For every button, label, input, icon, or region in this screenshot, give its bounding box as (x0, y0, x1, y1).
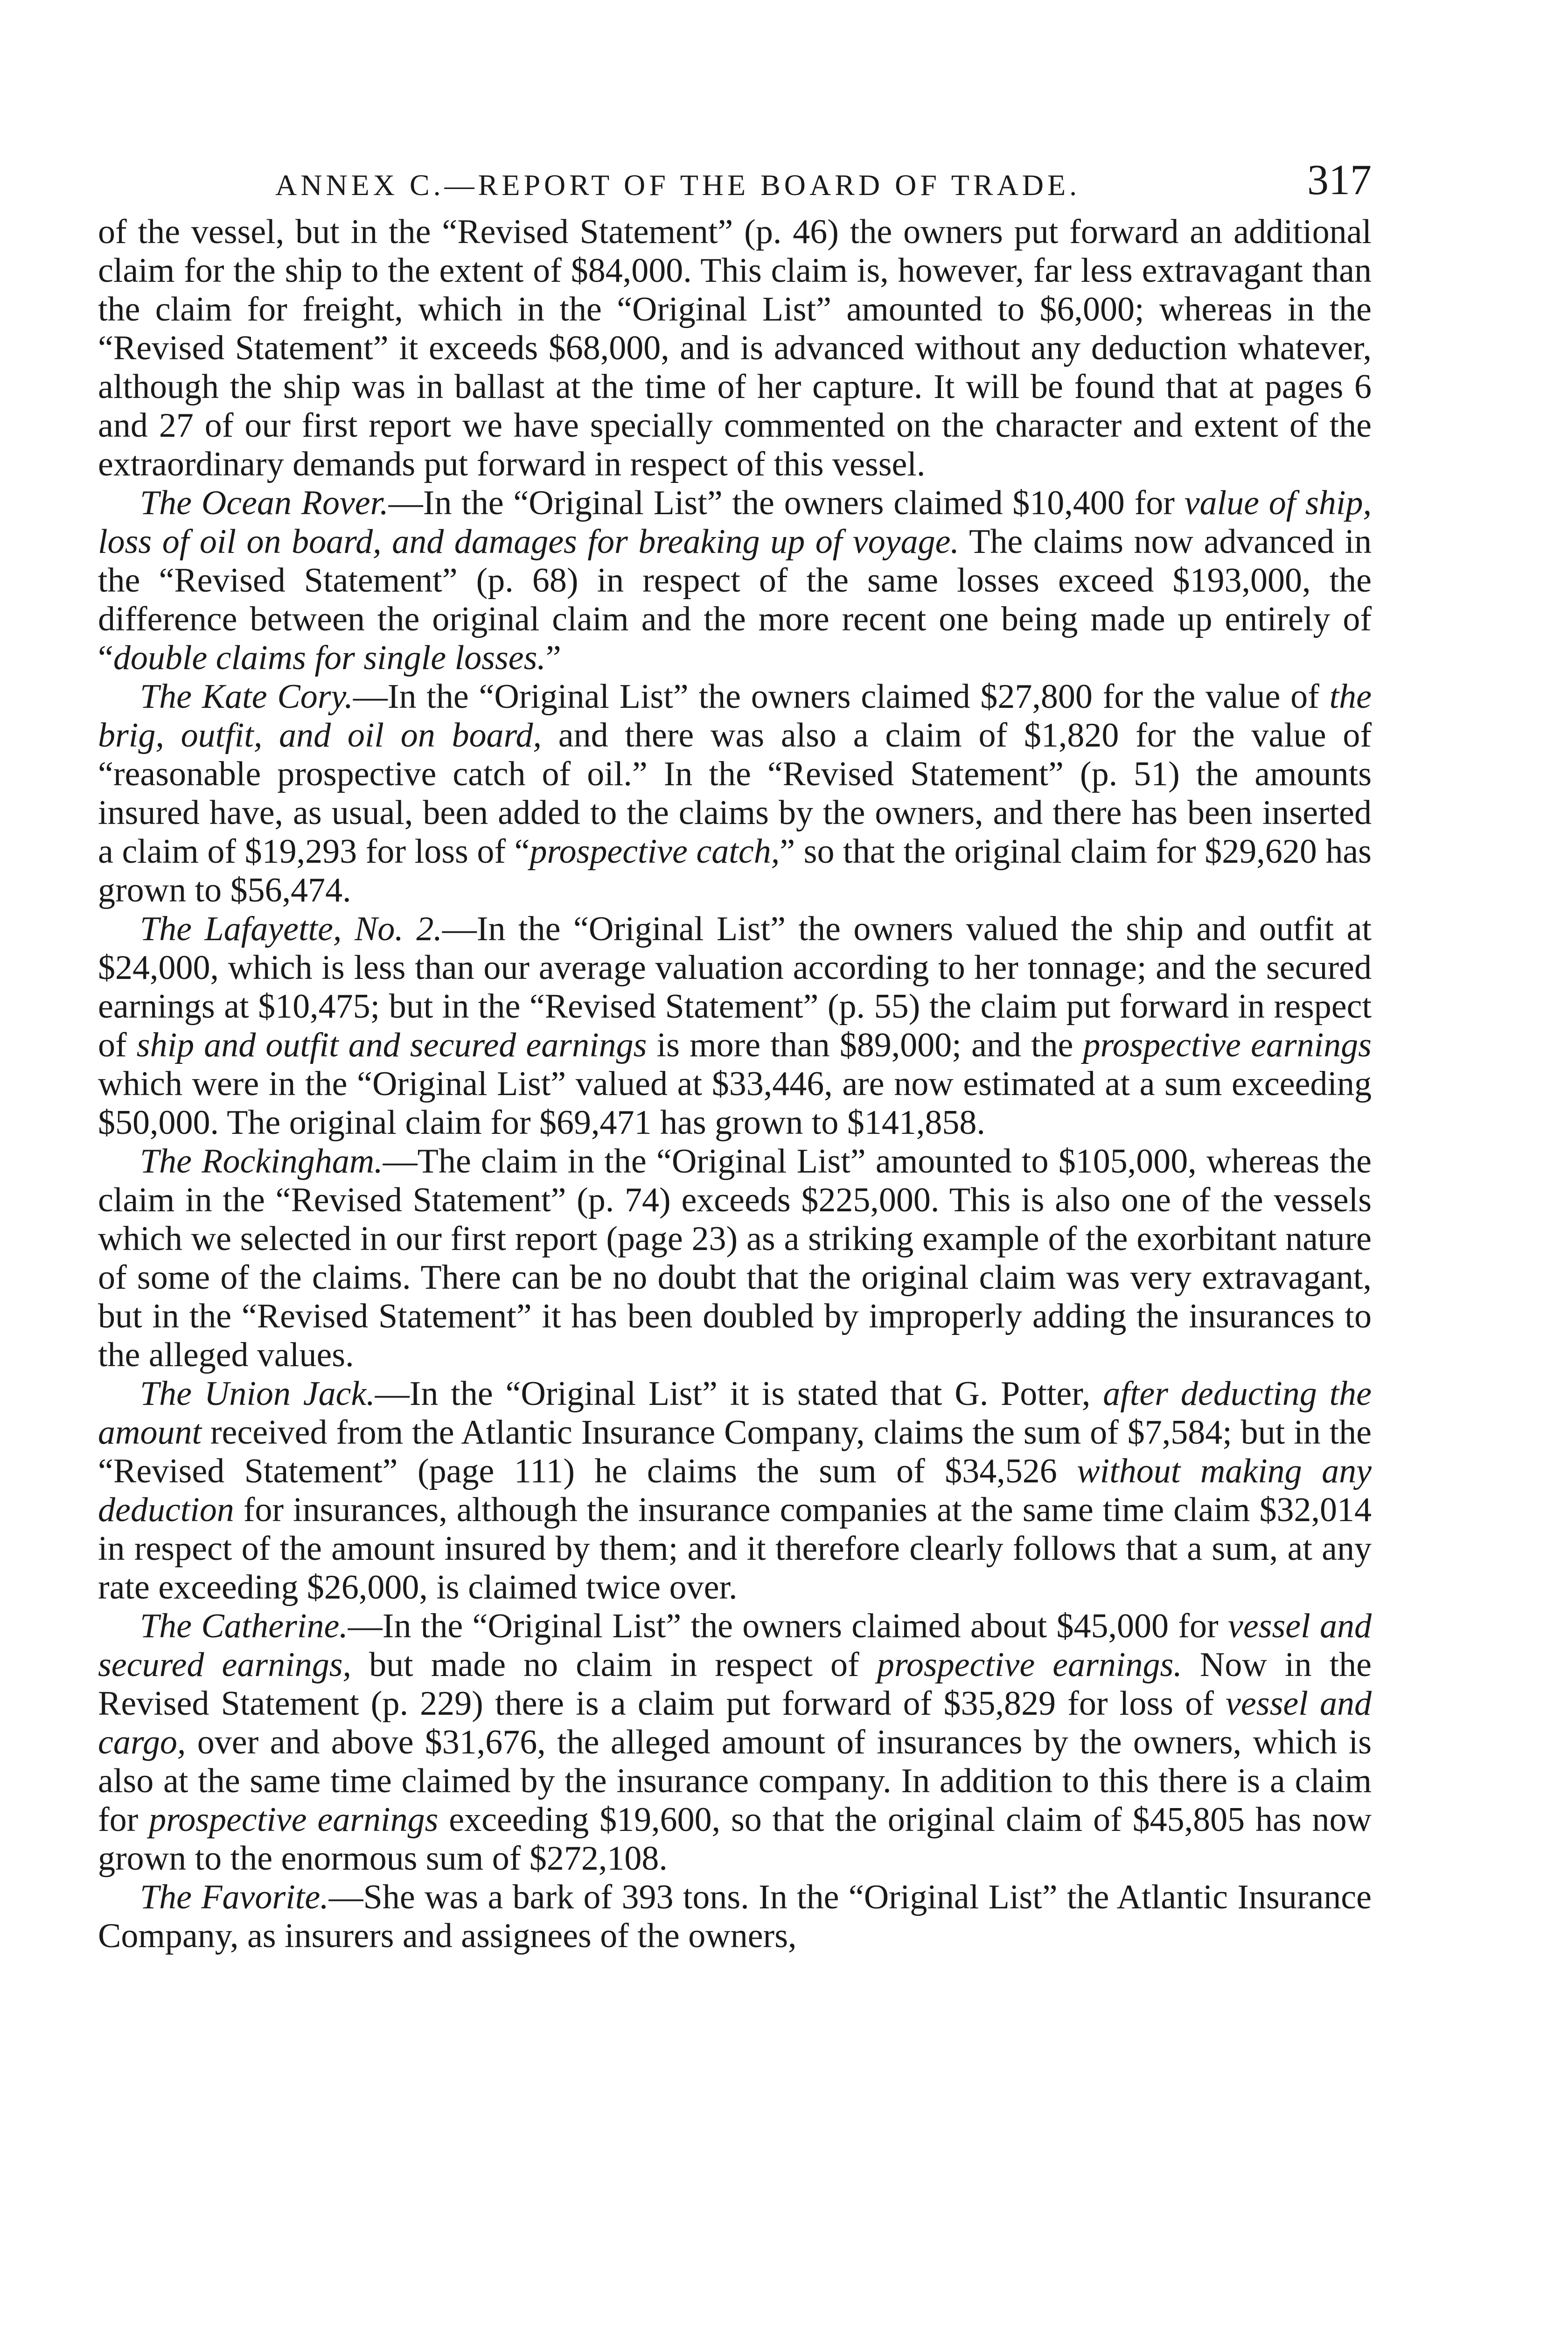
italic-run: The Union Jack. (140, 1375, 375, 1413)
paragraph-kate-cory (98, 678, 1372, 910)
text-run: ” (545, 639, 561, 677)
italic-run: The Kate Cory. (140, 678, 353, 716)
text-run: ” so that the original claim for $29,620 has grown to $56,474. (98, 832, 1372, 909)
paragraph-continuation (98, 213, 1372, 484)
running-title: ANNEX C.—REPORT OF THE BOARD OF TRADE. (275, 168, 1081, 202)
text-run: —The claim in the “Original List” amounted to $105,000, whereas the claim in the “Revised Statement” (p. 74) exceeds $225,000. This is also one of the vessels which we selected in our first report (page 23) as a striking example of the exorbitant nature of some of the claims. There can be no doubt that the original claim was very extravagant, but in the “Revised Statement” it has been doubled by improperly adding the insurances to the alleged values. (98, 1142, 1372, 1374)
text-run: —In the “Original List” the owners claimed $27,800 for the value of (353, 678, 1330, 716)
paragraph-union-jack (98, 1375, 1372, 1607)
text-run: is more than $89,000; and the (647, 1026, 1083, 1064)
text-run: and there was also a claim of $1,820 for the value of “reasonable prospective catch of oil.” In the “Revised Statement” (p. 51) the amounts insured have, as usual, been added to the claims by the owners, and there has been inserted a claim of $19,293 for loss of “ (98, 716, 1372, 871)
page-number: 317 (1307, 156, 1372, 203)
body-text (98, 213, 1372, 1956)
text-run: —In the “Original List” the owners claimed $10,400 for (388, 484, 1185, 522)
text-run: which were in the “Original List” valued at $33,446, are now estimated at a sum exceeding $50,000. The original claim for $69,471 has grown to $141,858. (98, 1065, 1372, 1142)
running-head (98, 135, 1372, 203)
text-run: Now in the Revised Statement (p. 229) there is a claim put forward of $35,829 for loss of (98, 1646, 1372, 1723)
italic-run: vessel and cargo, (98, 1684, 1372, 1761)
italic-run: vessel and secured earnings, (98, 1607, 1372, 1684)
italic-run: The Catherine. (140, 1607, 348, 1645)
text-run: of the vessel, but in the “Revised Statement” (p. 46) the owners put forward an additional claim for the ship to the extent of $84,000. This claim is, however, far less extravagant than the claim for freight, which in the “Original List” amounted to $6,000; whereas in the “Revised Statement” it exceeds $68,000, and is advanced without any deduction whatever, although the ship was in ballast at the time of her capture. It will be found that at pages 6 and 27 of our first report we have specially commented on the character and extent of the extraordinary demands put forward in respect of this vessel. (98, 213, 1372, 483)
text-run: for insurances, although the insurance companies at the same time claim $32,014 in respect of the amount insured by them; and it therefore clearly follows that a sum, at any rate exceeding $26,000, is claimed twice over. (98, 1491, 1372, 1607)
document-page (98, 135, 1372, 2333)
text-run: —In the “Original List” the owners valued the ship and outfit at $24,000, which is less than our average valuation according to her tonnage; and the secured earnings at $10,475; but in the “Revised Statement” (p. 55) the claim put forward in respect of (98, 910, 1372, 1064)
italic-run: prospective earnings. (877, 1646, 1182, 1684)
italic-run: prospective catch, (530, 832, 780, 871)
text-run: but made no claim in respect of (351, 1646, 877, 1684)
italic-run: prospective earnings (149, 1801, 439, 1839)
text-run: exceeding $19,600, so that the original claim of $45,805 has now grown to the enormous sum of $272,108. (98, 1801, 1372, 1878)
text-run: received from the Atlantic Insurance Company, claims the sum of $7,584; but in the “Revised Statement” (page 111) he claims the sum of $34,526 (98, 1413, 1372, 1490)
text-run: —In the “Original List” it is stated that G. Potter, (375, 1375, 1103, 1413)
italic-run: The Favorite. (140, 1878, 329, 1916)
italic-run: without making any deduction (98, 1452, 1372, 1529)
paragraph-catherine (98, 1607, 1372, 1878)
paragraph-ocean-rover (98, 484, 1372, 678)
paragraph-favorite (98, 1878, 1372, 1956)
paragraph-lafayette (98, 910, 1372, 1142)
text-run: —She was a bark of 393 tons. In the “Original List” the Atlantic Insurance Company, as insurers and assignees of the owners, (98, 1878, 1372, 1955)
italic-run: the brig, outfit, and oil on board, (98, 678, 1372, 754)
italic-run: after deducting the amount (98, 1375, 1372, 1452)
italic-run: value of ship, loss of oil on board, and damages for breaking up of voyage. (98, 484, 1372, 561)
italic-run: The Rockingham. (140, 1142, 383, 1180)
italic-run: prospective earnings (1083, 1026, 1372, 1064)
text-run: over and above $31,676, the alleged amount of insurances by the owners, which is also at the same time claimed by the insurance company. In addition to this there is a claim for (98, 1723, 1372, 1839)
italic-run: double claims for single losses. (113, 639, 546, 677)
text-run: The claims now advanced in the “Revised Statement” (p. 68) in respect of the same losses exceed $193,000, the difference between the original claim and the more recent one being made up entirely of “ (98, 523, 1372, 677)
italic-run: The Lafayette, No. 2. (140, 910, 442, 948)
text-run: —In the “Original List” the owners claimed about $45,000 for (348, 1607, 1228, 1645)
italic-run: ship and outfit and secured earnings (136, 1026, 647, 1064)
paragraph-rockingham (98, 1142, 1372, 1375)
italic-run: The Ocean Rover. (140, 484, 389, 522)
